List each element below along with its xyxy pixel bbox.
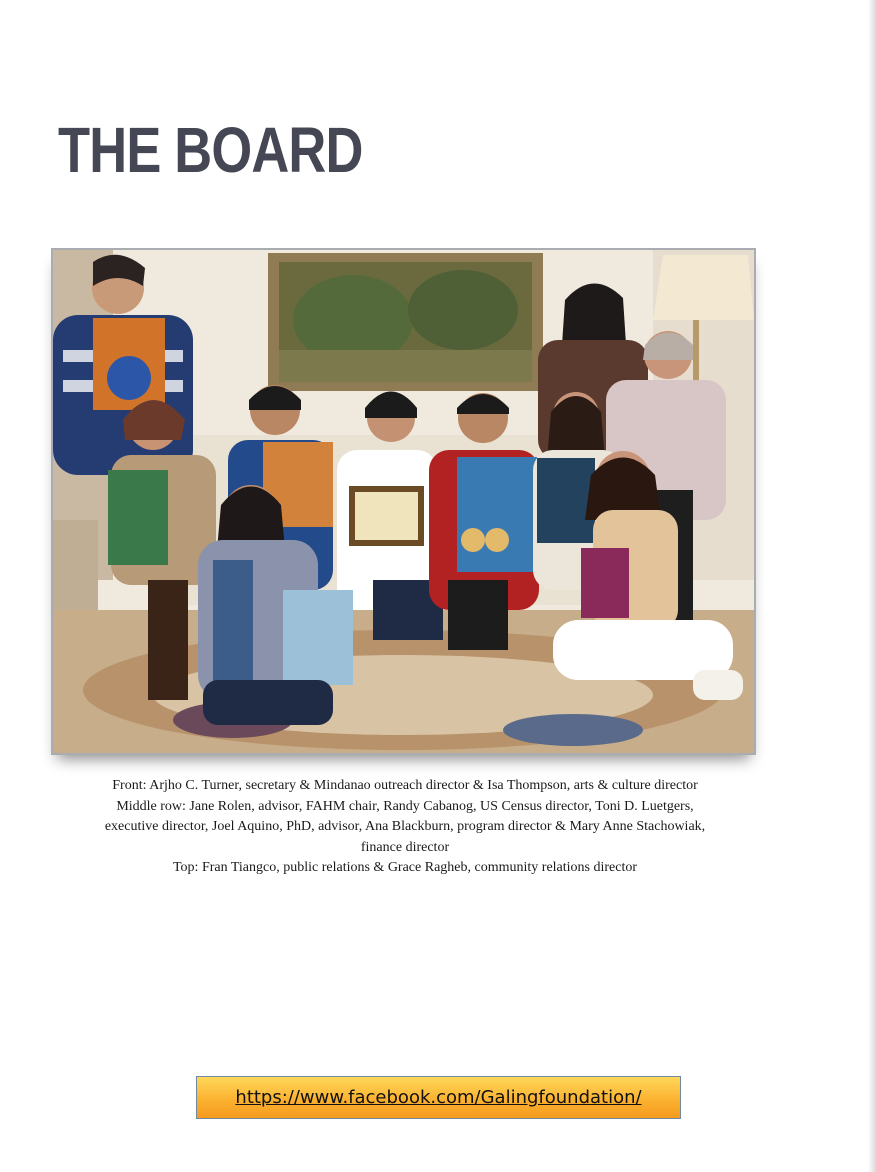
caption-line-front: Front: Arjho C. Turner, secretary & Mindanao outreach director & Isa Thompson, arts & culture director bbox=[112, 778, 698, 793]
photo-illustration bbox=[53, 250, 754, 753]
facebook-link[interactable]: https://www.facebook.com/Galingfoundation/ bbox=[196, 1076, 681, 1119]
caption-line-middle-3: finance director bbox=[360, 839, 450, 855]
page-edge bbox=[868, 0, 876, 1172]
photo-caption bbox=[60, 776, 750, 879]
board-group-photo bbox=[51, 248, 756, 755]
caption-line-middle-2: executive director, Joel Aquino, PhD, advisor, Ana Blackburn, program director & Mary Anne Stachowiak, bbox=[104, 819, 706, 834]
page-title: THE BOARD bbox=[58, 114, 363, 186]
caption-line-middle-1: Middle row: Jane Rolen, advisor, FAHM chair, Randy Cabanog, US Census director, Toni D. Luetgers, bbox=[116, 798, 694, 814]
caption-line-top: Top: Fran Tiangco, public relations & Grace Ragheb, community relations director bbox=[172, 860, 638, 875]
